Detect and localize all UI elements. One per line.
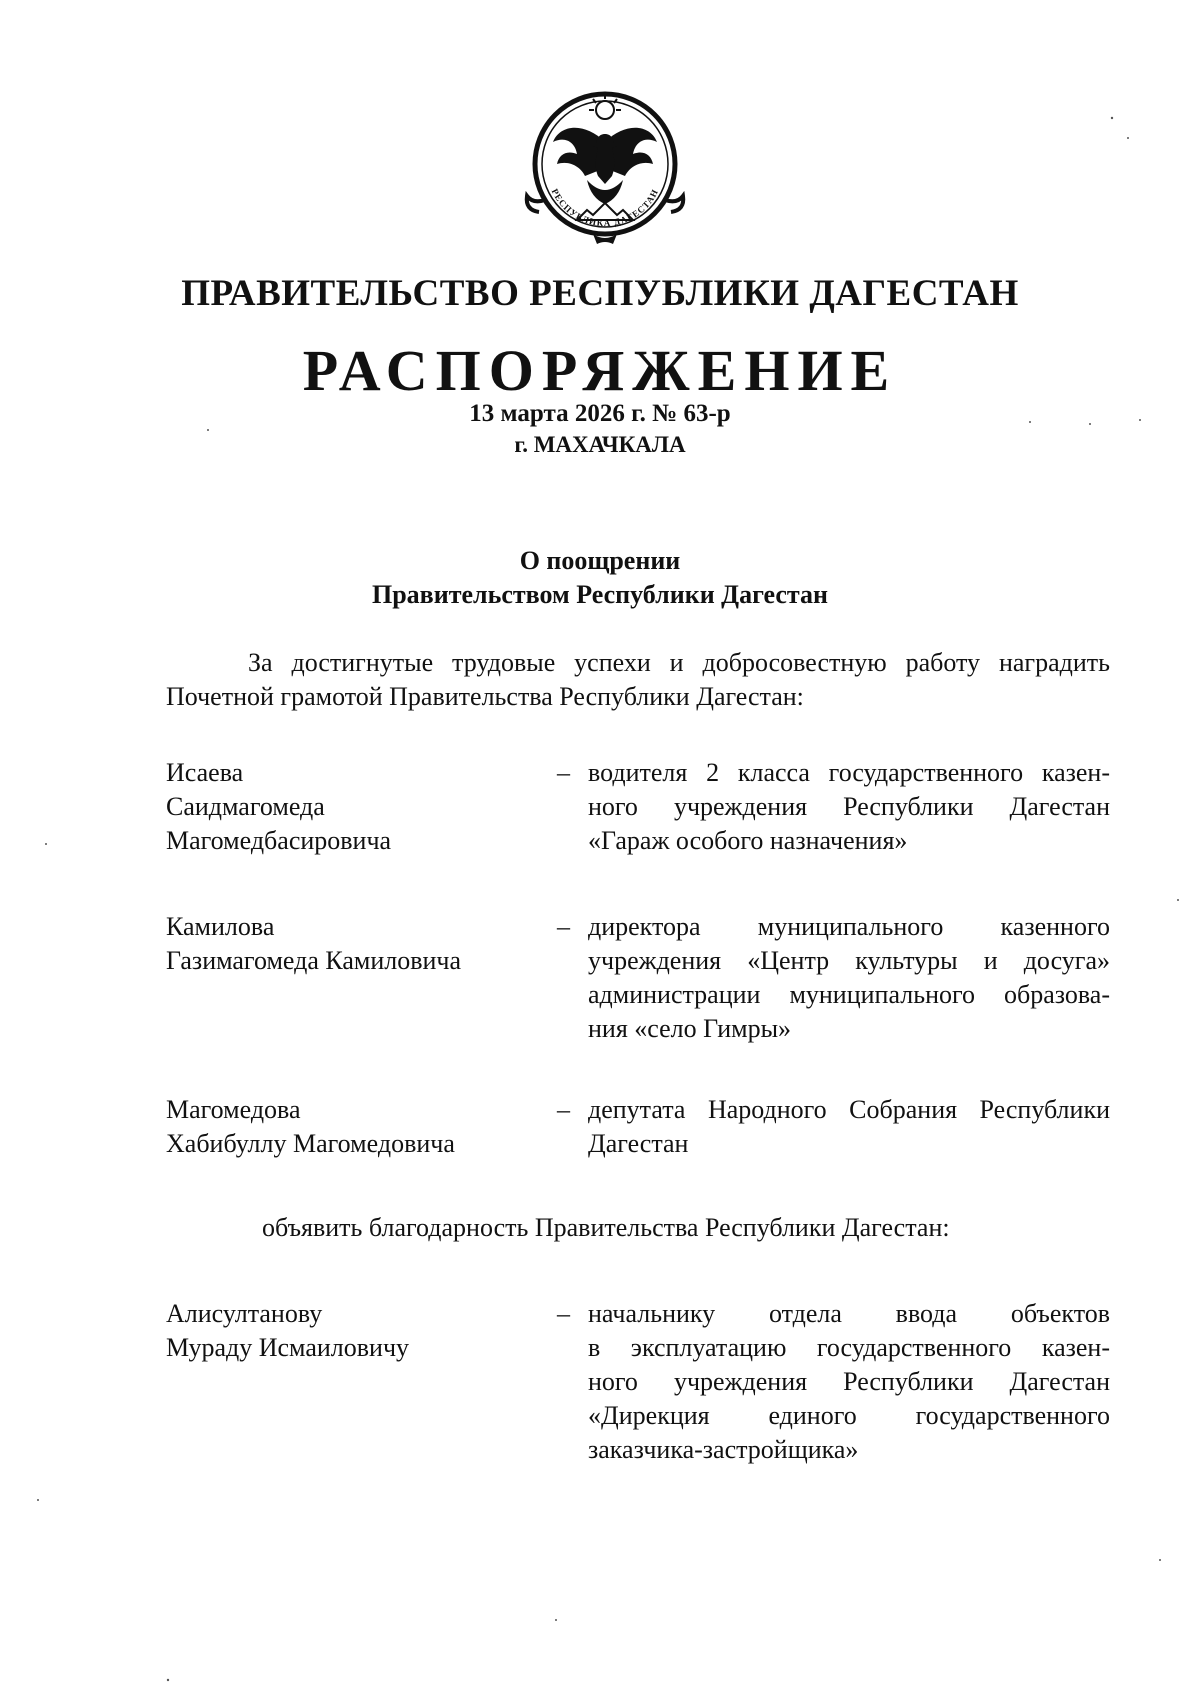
position-line: администрации муниципального образова- (588, 980, 1110, 1009)
name-line: Мураду Исмаиловичу (166, 1333, 410, 1362)
dash: – (557, 1095, 570, 1124)
position-line: заказчика-застройщика» (588, 1435, 859, 1464)
position-line: ного учреждения Республики Дагестан (588, 792, 1110, 821)
position-line: депутата Народного Собрания Республики (588, 1095, 1110, 1124)
dash: – (557, 912, 570, 941)
name-line: Магомедова (166, 1095, 301, 1124)
position-line: учреждения «Центр культуры и досуга» (588, 946, 1110, 975)
position-line: «Гараж особого назначения» (588, 826, 908, 855)
name-line: Газимагомеда Камиловича (166, 946, 462, 975)
position-line: «Дирекция единого государственного (588, 1401, 1110, 1430)
subject-line-2: Правительством Республики Дагестан (371, 580, 828, 609)
gratitude-intro: объявить благодарность Правительства Республики Дагестан: (262, 1213, 950, 1242)
dash: – (557, 1299, 570, 1328)
position-line: ного учреждения Республики Дагестан (588, 1367, 1110, 1396)
position-line: Дагестан (588, 1129, 689, 1158)
name-line: Саидмагомеда (166, 792, 325, 821)
name-line: Хабибуллу Магомедовича (166, 1129, 455, 1158)
document-type-title: РАСПОРЯЖЕНИЕ (302, 338, 898, 403)
name-line: Алисултанову (166, 1299, 323, 1328)
government-title: ПРАВИТЕЛЬСТВО РЕСПУБЛИКИ ДАГЕСТАН (181, 273, 1019, 314)
position-line: ния «село Гимры» (588, 1014, 792, 1043)
name-line: Магомедбасировича (166, 826, 392, 855)
document-city: г. МАХАЧКАЛА (514, 432, 686, 457)
position-line: в эксплуатацию государственного казен- (588, 1333, 1110, 1362)
svg-text:РЕСПУБЛИКА ДАГЕСТАН: РЕСПУБЛИКА ДАГЕСТАН (549, 187, 661, 229)
name-line: Исаева (166, 758, 244, 787)
subject-line-1: О поощрении (519, 546, 681, 575)
position-line: начальнику отдела ввода объектов (588, 1299, 1110, 1328)
intro-paragraph: За достигнутые трудовые успехи и добросовестную работу наградить Почетной грамотой Правительства Республики Дагестан: (166, 648, 1110, 711)
name-line: Камилова (166, 912, 275, 941)
position-line: водителя 2 класса государственного казен- (588, 758, 1110, 787)
dash: – (557, 758, 570, 787)
position-line: директора муниципального казенного (588, 912, 1110, 941)
document-date-number: 13 марта 2026 г. № 63-р (469, 400, 731, 427)
